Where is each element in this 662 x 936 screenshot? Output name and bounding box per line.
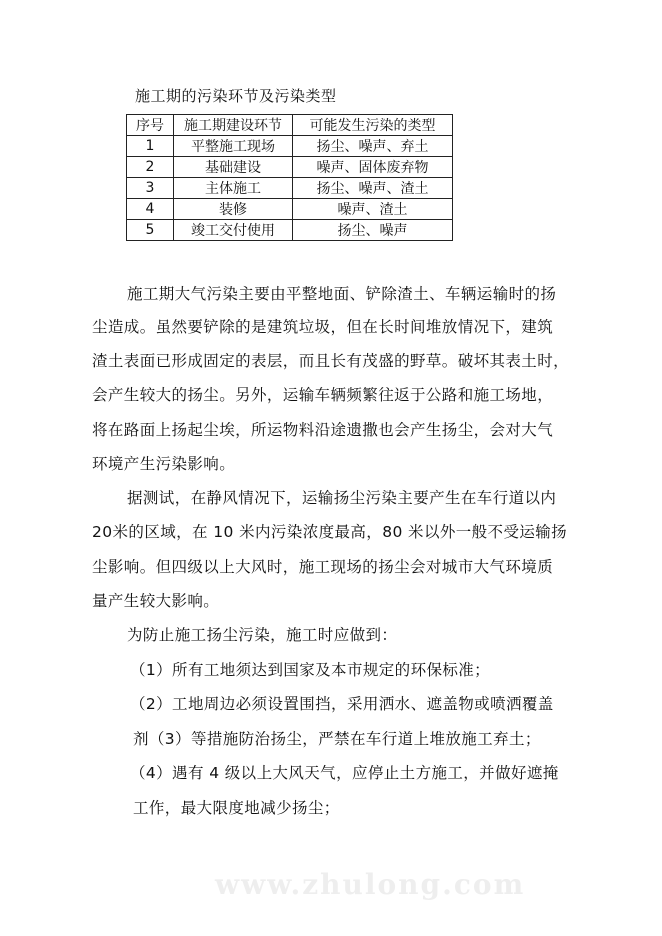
table-row bbox=[127, 157, 453, 178]
cell-pollution-type: 噪声、固体废弃物 bbox=[293, 157, 453, 178]
paragraph-line: 渣土表面已形成固定的表层，而且长有茂盛的野草。破坏其表土时， bbox=[92, 352, 570, 370]
watermark: www.zhulong.com bbox=[215, 868, 526, 901]
cell-seq: 1 bbox=[127, 136, 174, 157]
paragraph-line: 将在路面上扬起尘埃，所运物料沿途遗撒也会产生扬尘，会对大气 bbox=[92, 421, 554, 439]
pollution-table bbox=[126, 114, 453, 241]
cell-pollution-type: 噪声、渣土 bbox=[293, 199, 453, 220]
table-row bbox=[127, 199, 453, 220]
table-row bbox=[127, 220, 453, 241]
measure-item-continuation: 工作，最大限度地减少扬尘； bbox=[133, 799, 340, 817]
table-row bbox=[127, 136, 453, 157]
measure-item: （1）所有工地须达到国家及本市规定的环保标准； bbox=[130, 661, 491, 679]
header-pollution-type: 可能发生污染的类型 bbox=[293, 115, 453, 136]
cell-seq: 2 bbox=[127, 157, 174, 178]
measure-item: （2）工地周边必须设置围挡，采用洒水、遮盖物或喷洒覆盖 bbox=[130, 695, 554, 713]
cell-seq: 3 bbox=[127, 178, 174, 199]
paragraph-line: 20米的区域，在 10 米内污染浓度最高，80 米以外一般不受运输扬 bbox=[92, 523, 568, 541]
paragraph-line: 施工期大气污染主要由平整地面、铲除渣土、车辆运输时的扬 bbox=[127, 285, 557, 303]
cell-seq: 5 bbox=[127, 220, 174, 241]
paragraph-line: 据测试，在静风情况下，运输扬尘污染主要产生在车行道以内 bbox=[127, 489, 557, 507]
paragraph-line: 会产生较大的扬尘。另外，运输车辆频繁往返于公路和施工场地， bbox=[92, 386, 554, 404]
paragraph-line: 量产生较大影响。 bbox=[92, 592, 220, 610]
header-stage: 施工期建设环节 bbox=[174, 115, 293, 136]
cell-pollution-type: 扬尘、噪声、渣土 bbox=[293, 178, 453, 199]
header-seq: 序号 bbox=[127, 115, 174, 136]
paragraph-line: 尘造成。虽然要铲除的是建筑垃圾，但在长时间堆放情况下，建筑 bbox=[92, 318, 554, 336]
cell-stage: 装修 bbox=[174, 199, 293, 220]
measure-item: （4）遇有 4 级以上大风天气，应停止土方施工，并做好遮掩 bbox=[130, 764, 559, 782]
cell-seq: 4 bbox=[127, 199, 174, 220]
cell-stage: 主体施工 bbox=[174, 178, 293, 199]
cell-stage: 平整施工现场 bbox=[174, 136, 293, 157]
paragraph-line: 尘影响。但四级以上大风时，施工现场的扬尘会对城市大气环境质 bbox=[92, 558, 554, 576]
cell-pollution-type: 扬尘、噪声、弃土 bbox=[293, 136, 453, 157]
table-row bbox=[127, 178, 453, 199]
table-caption: 施工期的污染环节及污染类型 bbox=[135, 87, 337, 105]
paragraph-line: 环境产生污染影响。 bbox=[92, 455, 236, 473]
measure-item-continuation: 剂（3）等措施防治扬尘，严禁在车行道上堆放施工弃土； bbox=[133, 730, 541, 748]
measures-intro: 为防止施工扬尘污染，施工时应做到： bbox=[127, 626, 398, 644]
cell-stage: 竣工交付使用 bbox=[174, 220, 293, 241]
cell-stage: 基础建设 bbox=[174, 157, 293, 178]
table-header-row bbox=[127, 115, 453, 136]
cell-pollution-type: 扬尘、噪声 bbox=[293, 220, 453, 241]
